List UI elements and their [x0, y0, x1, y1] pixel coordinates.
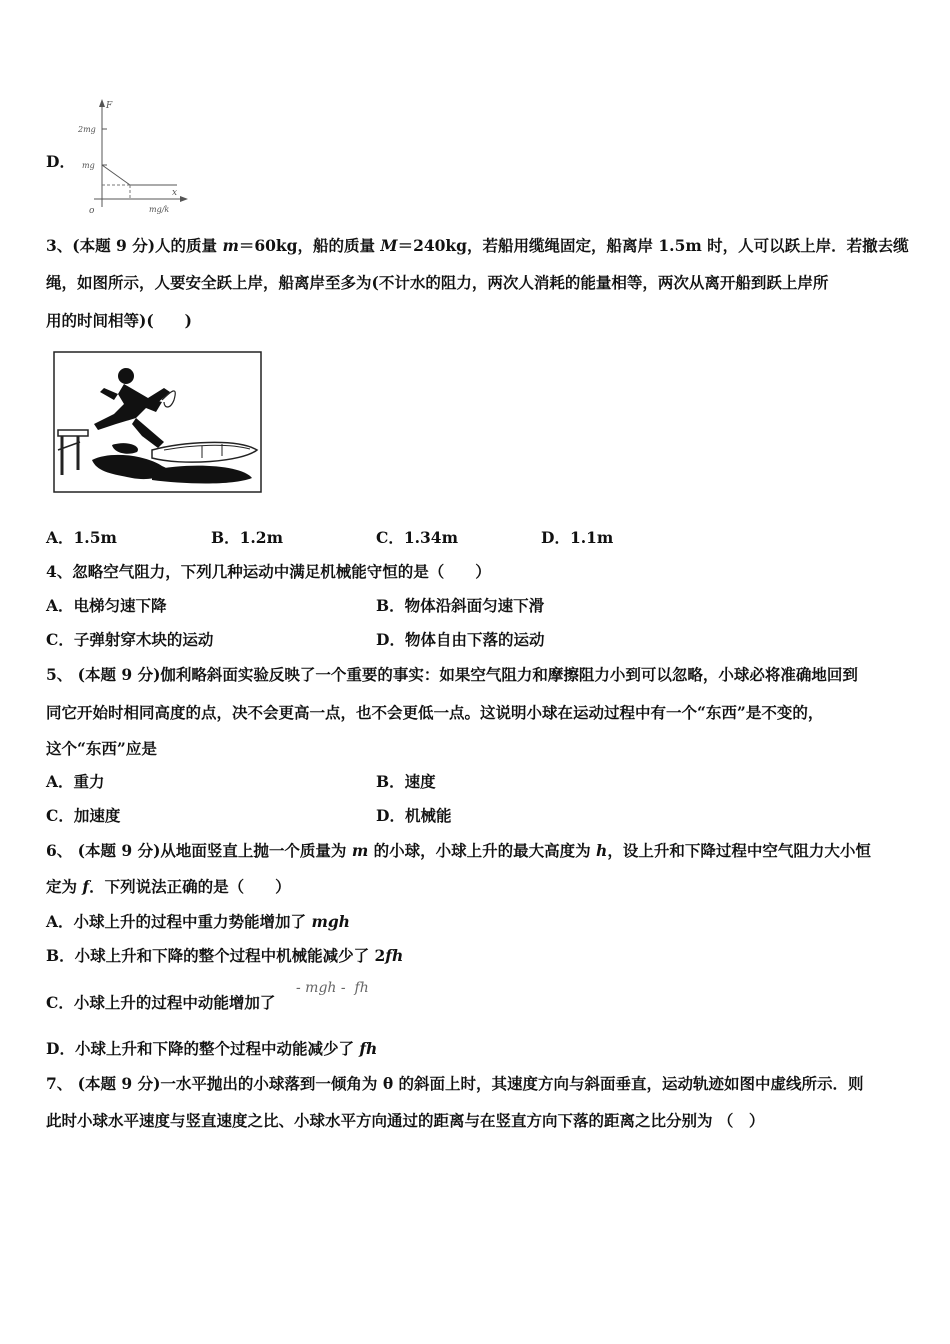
graph-tick-2mg: 2mg	[78, 125, 96, 134]
q3-stem-line2: 绳，如图所示，人要安全跃上岸，船离岸至多为(不计水的阻力，两次人消耗的能量相等，两次从离开船到跃上岸所	[46, 273, 829, 292]
q7-stem-line2: 此时小球水平速度与竖直速度之比、小球水平方向通过的距离与在竖直方向下落的距离之比分别为 （ ）	[46, 1111, 765, 1130]
q4-option-b: B．物体沿斜面匀速下滑	[376, 596, 545, 615]
q6-option-b	[46, 946, 403, 966]
q5-option-d: D．机械能	[376, 806, 452, 825]
q6-option-c: C．小球上升的过程中动能增加了	[46, 993, 276, 1012]
q6-text: 6、 (本题 9 分)从地面竖直上抛一个质量为	[46, 841, 352, 860]
q3-text: 3、(本题 9 分)人的质量	[46, 236, 223, 255]
q3-stem-line3: 用的时间相等)( )	[46, 311, 193, 330]
q3-var-m: m	[222, 236, 239, 255]
q4-option-d: D．物体自由下落的运动	[376, 630, 545, 649]
q3-var-M: M	[380, 236, 398, 255]
q6-text: ．下列说法正确的是（ ）	[89, 877, 291, 896]
graph-origin-label: o	[89, 206, 95, 216]
q6-option-a-var: mgh	[311, 912, 350, 931]
q3-option-b: B．1.2m	[211, 528, 283, 547]
q6-option-d-text: D．小球上升和下降的整个过程中动能减少了	[46, 1039, 360, 1058]
q5-option-b: B．速度	[376, 772, 436, 791]
q6-option-d-var: fh	[359, 1039, 378, 1058]
q2-option-d-label: D．	[46, 152, 75, 171]
q2-option-d-graph	[72, 95, 192, 220]
q3-option-d: D．1.1m	[541, 528, 614, 547]
q6-var-f: f	[82, 877, 90, 896]
q3-text: ＝60kg，船的质量	[238, 236, 381, 255]
q6-option-d	[46, 1039, 377, 1059]
q4-stem: 4、忽略空气阻力，下列几种运动中满足机械能守恒的是（ ）	[46, 562, 491, 581]
graph-tick-x: mg/k	[149, 205, 170, 214]
graph-x-axis-label: x	[172, 188, 178, 198]
q6-option-b-text: B．小球上升和下降的整个过程中机械能减少了 2	[46, 946, 386, 965]
q3-option-a: A．1.5m	[46, 528, 117, 547]
q6-stem-line1	[46, 841, 871, 861]
q6-text: 的小球，小球上升的最大高度为	[368, 841, 597, 860]
q4-option-c: C．子弹射穿木块的运动	[46, 630, 214, 649]
q3-option-c: C．1.34m	[376, 528, 458, 547]
q6-text: ，设上升和下降过程中空气阻力大小恒	[607, 841, 871, 860]
q3-stem-line1	[46, 236, 909, 256]
q6-option-c-math: - mgh - fh	[296, 980, 369, 996]
q6-option-a	[46, 912, 350, 932]
q7-stem-line1: 7、 (本题 9 分)一水平抛出的小球落到一倾角为 θ 的斜面上时，其速度方向与斜面垂直，运动轨迹如图中虚线所示．则	[46, 1074, 864, 1093]
q5-stem-line2: 同它开始时相同高度的点，决不会更高一点，也不会更低一点。这说明小球在运动过程中有一个“东西”是不变的，	[46, 703, 824, 722]
q3-text: ＝240kg，若船用缆绳固定，船离岸 1.5m 时，人可以跃上岸．若撤去缆	[397, 236, 909, 255]
q5-option-c: C．加速度	[46, 806, 121, 825]
q5-stem-line1: 5、 (本题 9 分)伽利略斜面实验反映了一个重要的事实：如果空气阻力和摩擦阻力小到可以忽略，小球必将准确地回到	[46, 665, 858, 684]
q5-stem-line3: 这个“东西”应是	[46, 739, 157, 758]
q5-option-a: A．重力	[46, 772, 105, 791]
q6-option-b-var: fh	[385, 946, 404, 965]
graph-y-axis-label: F	[106, 101, 113, 111]
q3-boat-jump-illustration	[52, 350, 264, 496]
q4-option-a: A．电梯匀速下降	[46, 596, 167, 615]
q6-option-a-text: A．小球上升的过程中重力势能增加了	[46, 912, 312, 931]
q6-text: 定为	[46, 877, 83, 896]
graph-tick-mg: mg	[82, 161, 95, 170]
q6-var-m: m	[351, 841, 369, 860]
q6-stem-line2	[46, 877, 291, 897]
q6-var-h: h	[596, 841, 608, 860]
